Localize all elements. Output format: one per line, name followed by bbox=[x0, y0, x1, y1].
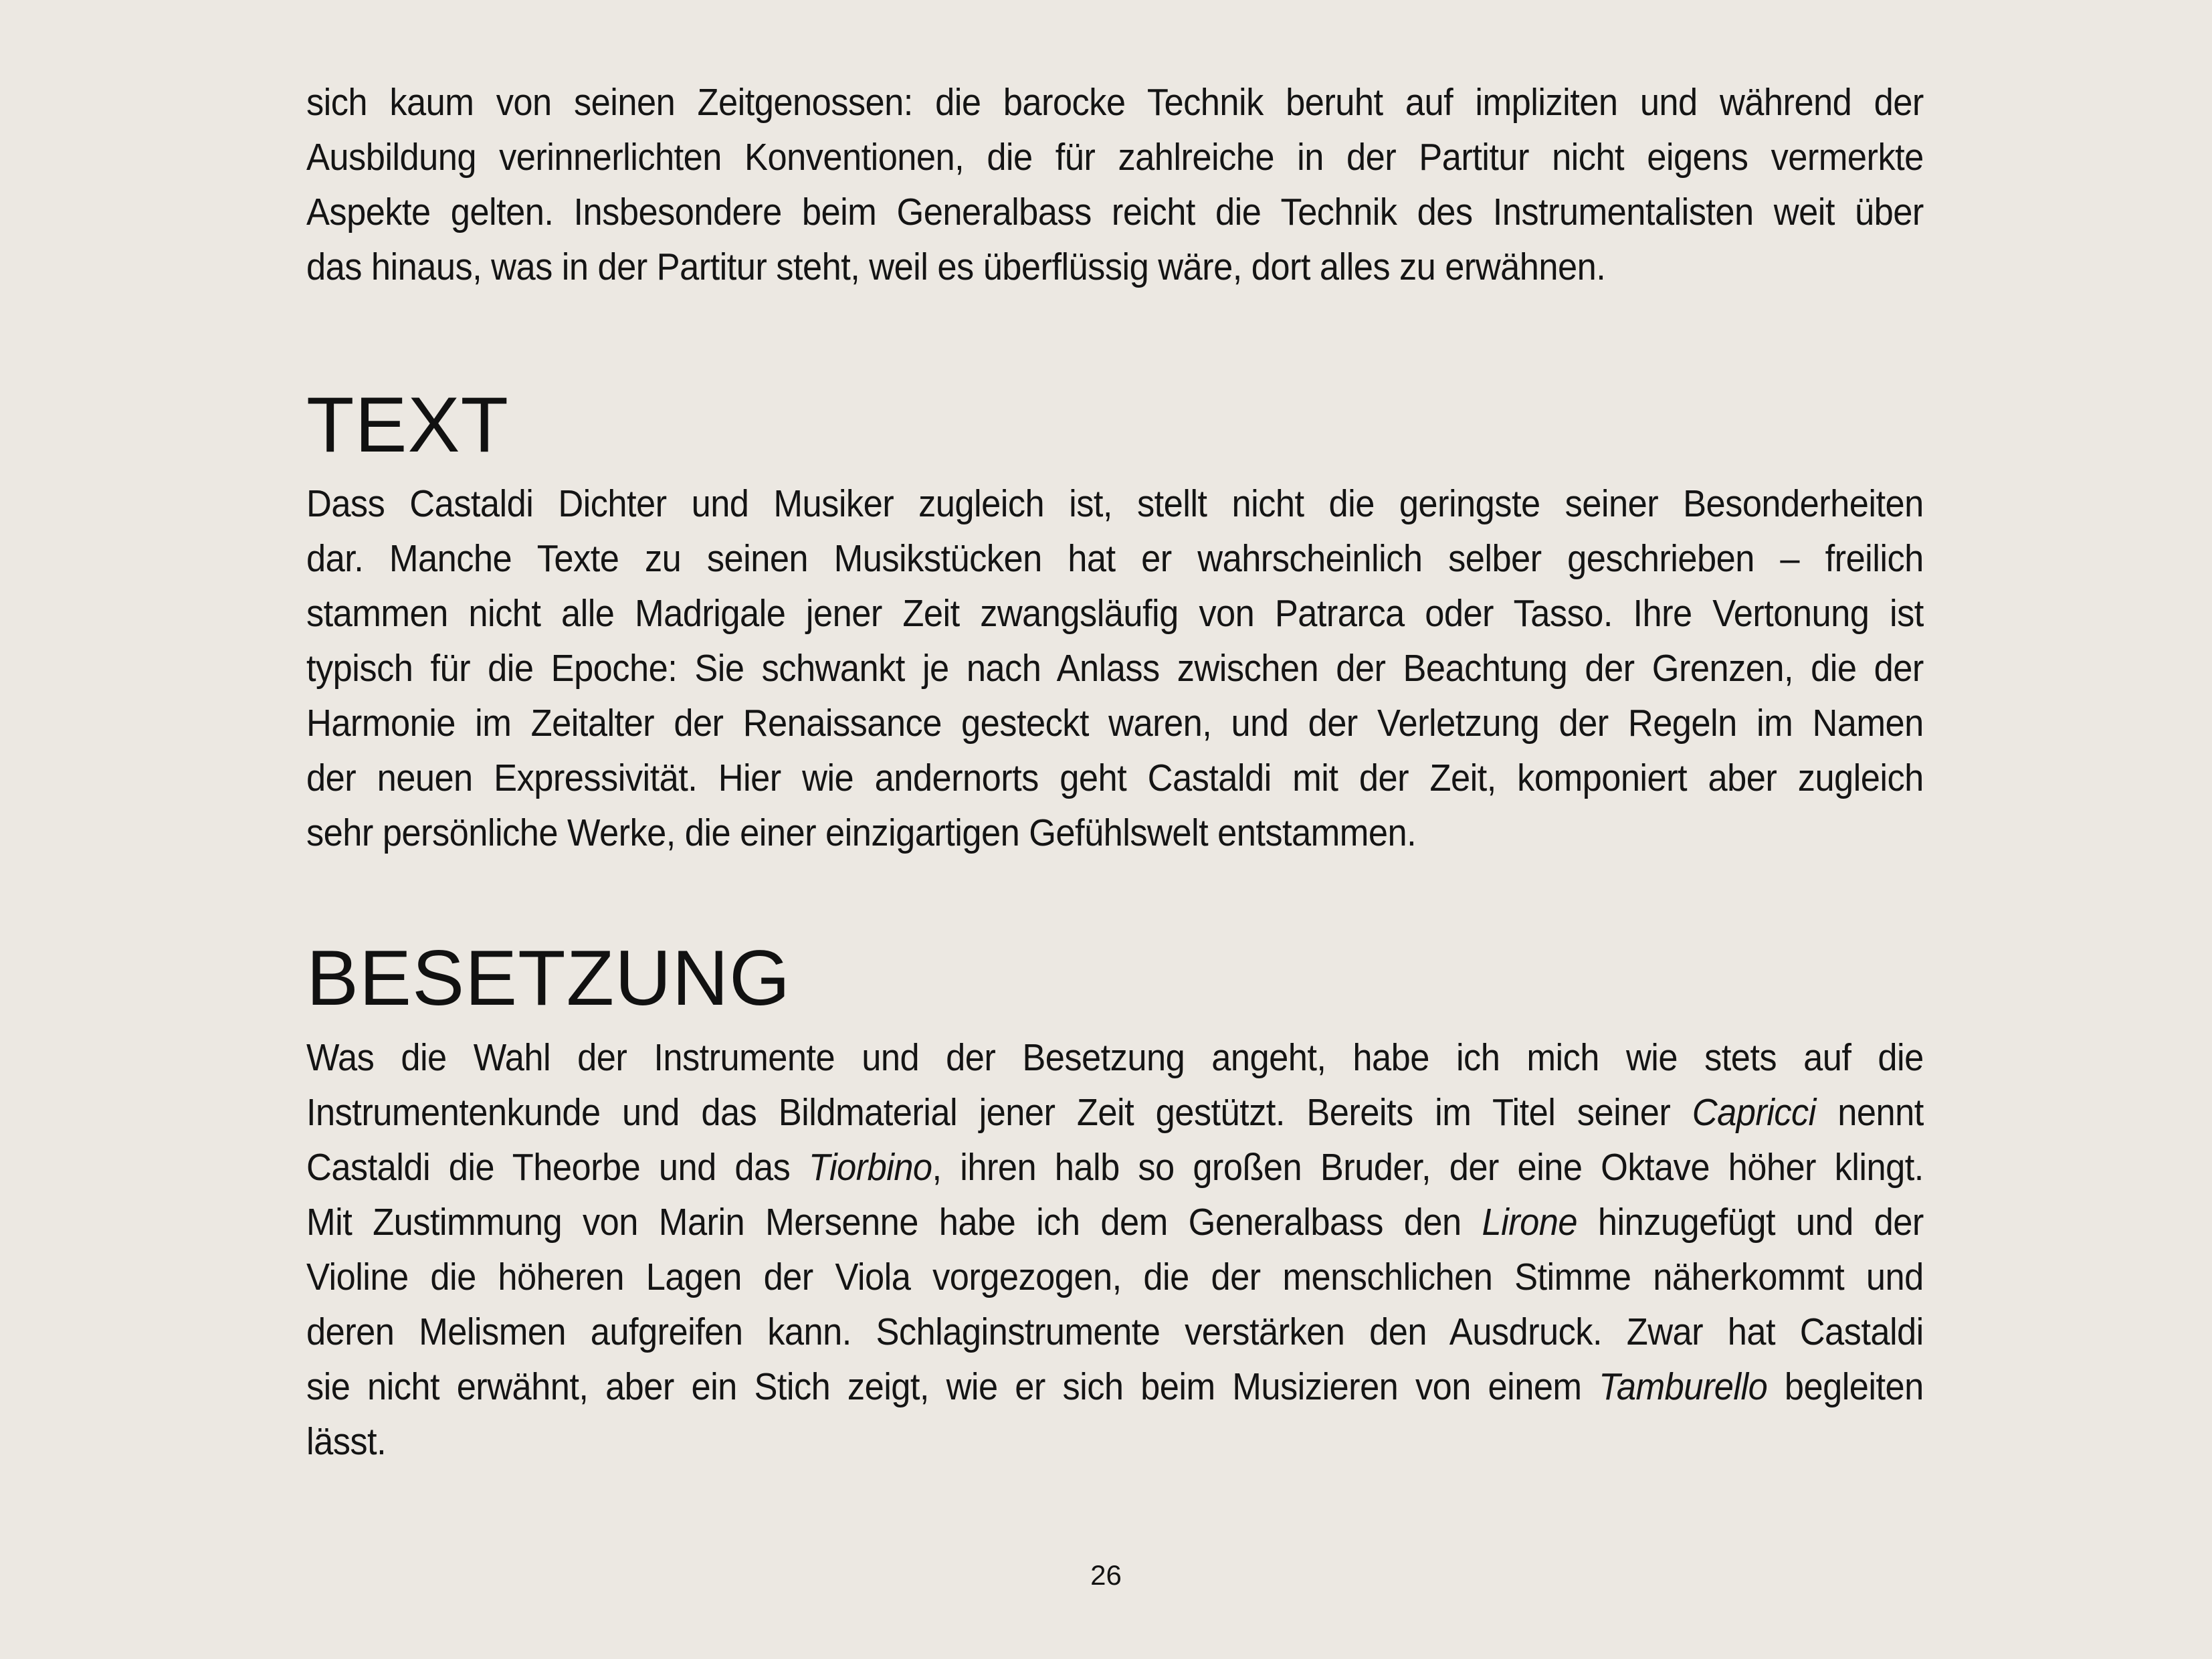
text-line: typisch für die Epoche: Sie schwankt je nach Anlass zwischen der Beachtung der Grenzen, die der bbox=[306, 647, 1924, 690]
text-run: Mit Zustimmung von Marin Mersenne habe ich dem Generalbass den bbox=[306, 1201, 1482, 1244]
text-line bbox=[306, 1085, 1924, 1140]
text-run: hinzugefügt und der bbox=[1577, 1201, 1924, 1244]
besetzung-section-paragraph bbox=[306, 1030, 1924, 1469]
text-line: dar. Manche Texte zu seinen Musikstücken hat er wahrscheinlich selber geschrieben – freilich bbox=[306, 537, 1924, 580]
italic-term: Tiorbino bbox=[808, 1146, 932, 1189]
italic-term: Lirone bbox=[1482, 1201, 1577, 1244]
text-run: , ihren halb so großen Bruder, der eine Oktave höher klingt. bbox=[932, 1146, 1924, 1189]
text-line bbox=[306, 1140, 1924, 1195]
text-line: lässt. bbox=[306, 1420, 387, 1463]
italic-term: Tamburello bbox=[1599, 1365, 1768, 1408]
text-run: nennt bbox=[1815, 1091, 1924, 1134]
text-line: Dass Castaldi Dichter und Musiker zugleich ist, stellt nicht die geringste seiner Besonderheiten bbox=[306, 482, 1924, 525]
italic-term: Capricci bbox=[1692, 1091, 1816, 1134]
text-run: sie nicht erwähnt, aber ein Stich zeigt, wie er sich beim Musizieren von einem bbox=[306, 1365, 1599, 1408]
text-line: der neuen Expressivität. Hier wie andernorts geht Castaldi mit der Zeit, komponiert aber zugleich bbox=[306, 757, 1924, 799]
text-line bbox=[306, 1359, 1924, 1414]
section-heading-text: TEXT bbox=[306, 381, 510, 468]
intro-paragraph bbox=[306, 75, 1924, 294]
text-run: Instrumentenkunde und das Bildmaterial jener Zeit gestützt. Bereits im Titel seiner bbox=[306, 1091, 1692, 1134]
page-number: 26 bbox=[1090, 1559, 1122, 1591]
text-line: Was die Wahl der Instrumente und der Besetzung angeht, habe ich mich wie stets auf die bbox=[306, 1036, 1924, 1079]
text-run: Castaldi die Theorbe und das bbox=[306, 1146, 809, 1189]
text-line: Violine die höheren Lagen der Viola vorgezogen, die der menschlichen Stimme näherkommt und bbox=[306, 1256, 1924, 1298]
text-line: stammen nicht alle Madrigale jener Zeit zwangsläufig von Patrarca oder Tasso. Ihre Vertonung ist bbox=[306, 592, 1924, 635]
section-heading-besetzung: BESETZUNG bbox=[306, 934, 791, 1021]
text-line: sich kaum von seinen Zeitgenossen: die barocke Technik beruht auf impliziten und während der bbox=[306, 81, 1924, 124]
text-line: sehr persönliche Werke, die einer einzigartigen Gefühlswelt entstammen. bbox=[306, 811, 1417, 854]
text-line bbox=[306, 1195, 1924, 1250]
text-run: begleiten bbox=[1767, 1365, 1924, 1408]
text-line: Harmonie im Zeitalter der Renaissance gesteckt waren, und der Verletzung der Regeln im Namen bbox=[306, 702, 1924, 745]
text-line: das hinaus, was in der Partitur steht, weil es überflüssig wäre, dort alles zu erwähnen. bbox=[306, 246, 1606, 288]
text-section-paragraph bbox=[306, 476, 1924, 860]
text-line: Ausbildung verinnerlichten Konventionen, die für zahlreiche in der Partitur nicht eigens vermerkte bbox=[306, 136, 1924, 179]
text-line: deren Melismen aufgreifen kann. Schlaginstrumente verstärken den Ausdruck. Zwar hat Castaldi bbox=[306, 1310, 1924, 1353]
text-line: Aspekte gelten. Insbesondere beim Generalbass reicht die Technik des Instrumentalisten weit über bbox=[306, 191, 1924, 233]
